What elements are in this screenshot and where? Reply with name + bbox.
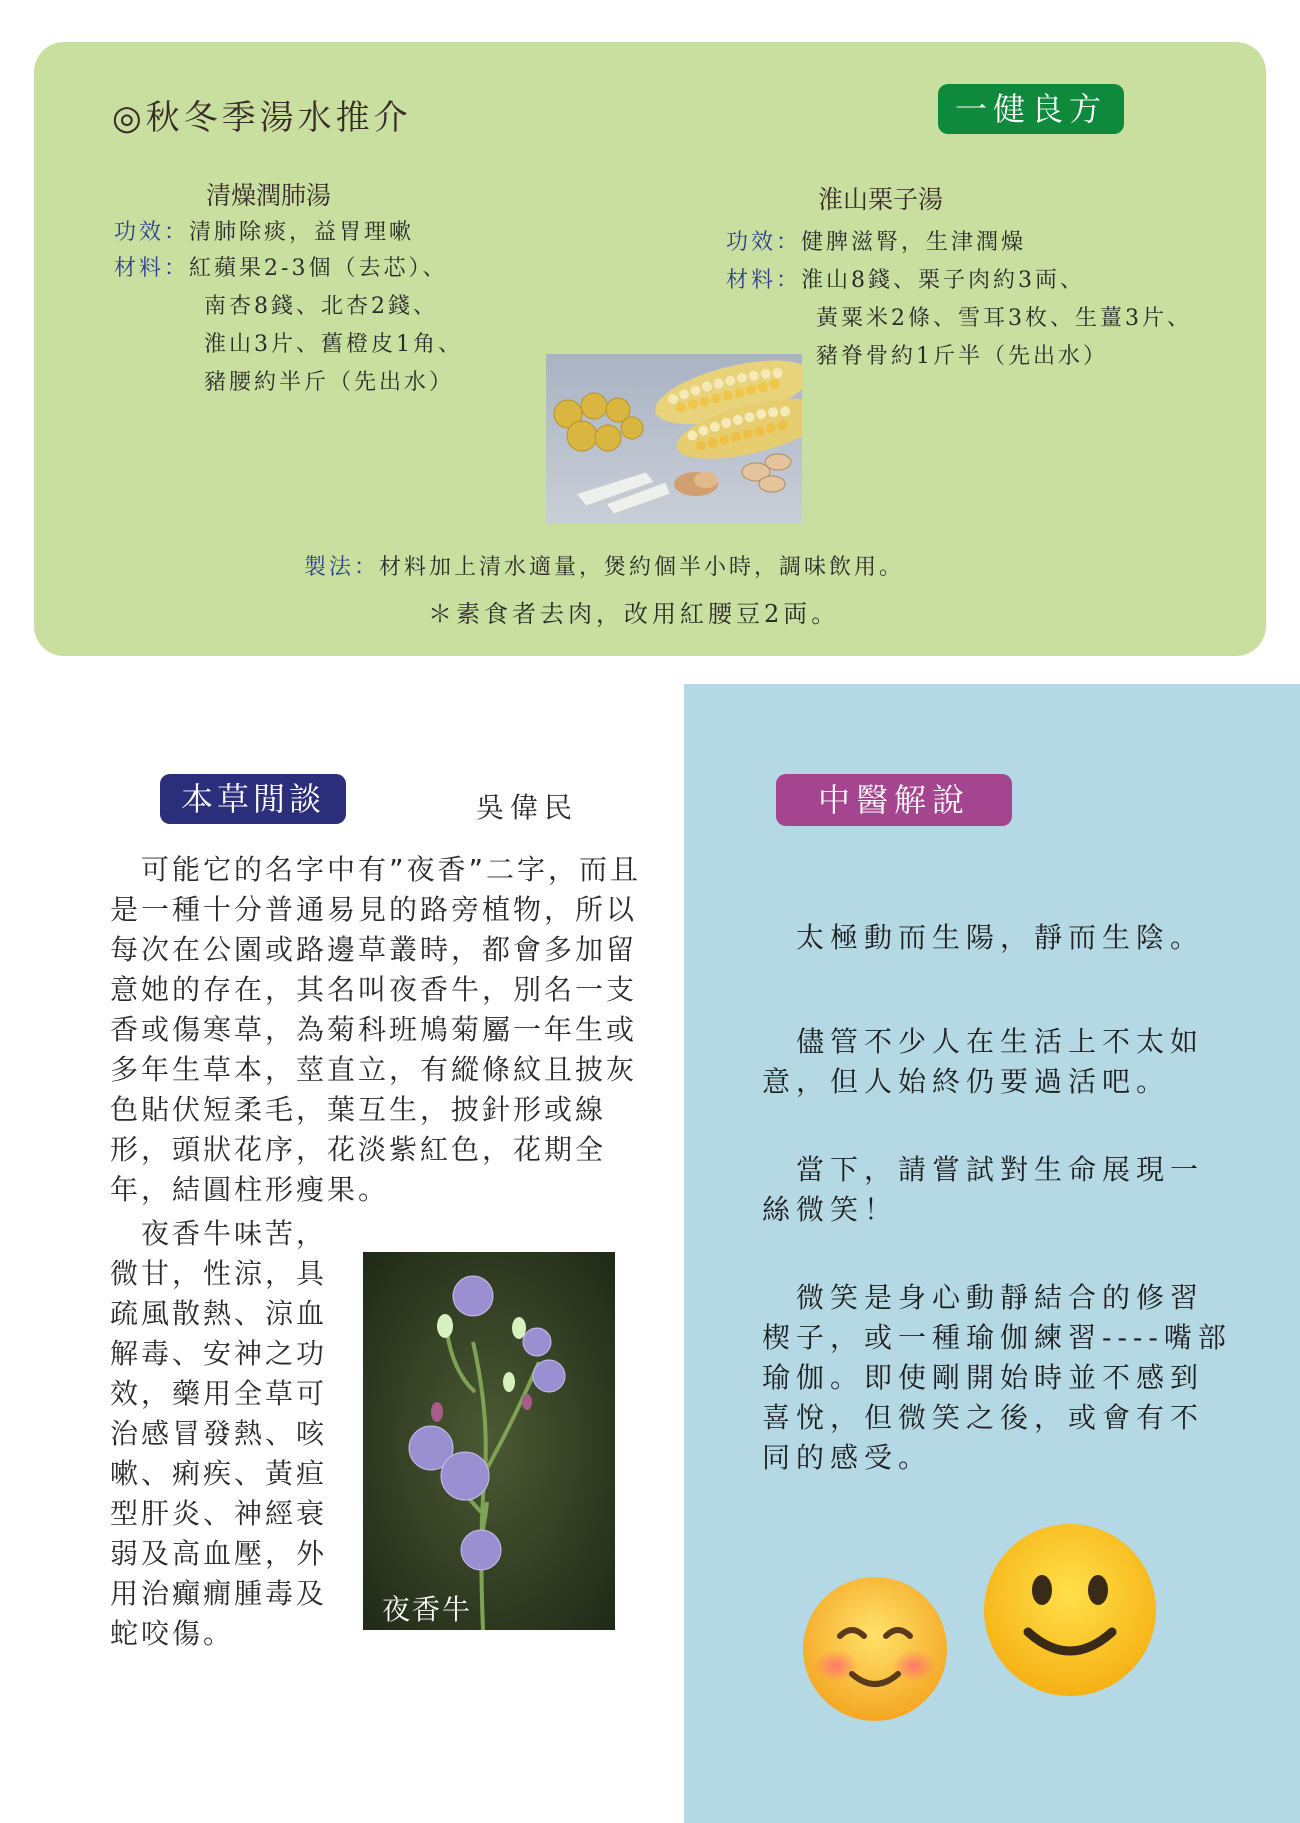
text-line: 蛇咬傷。 [110,1617,235,1650]
text-line: 楔子，或一種瑜伽練習----嘴部 [762,1321,1232,1354]
text-line: 是一種十分普通易見的路旁植物，所以 [110,893,638,926]
tcm-paragraph-4 [762,1278,1232,1478]
text-line: 意，但人始終仍要過活吧。 [762,1065,1171,1098]
text-line: 多年生草本，莖直立，有縱條紋且披灰 [110,1053,638,1086]
text-line: 色貼伏短柔毛，葉互生，披針形或線 [110,1093,607,1126]
text-line: 同的感受。 [762,1441,933,1474]
ironweed-flower-photo [363,1252,615,1630]
material-line: 黃粟米2條、雪耳3枚、生薑3片、 [816,306,1192,331]
text-line: 每次在公園或路邊草叢時，都會多加留 [110,933,638,966]
vegetarian-note: ＊素食者去肉，改用紅腰豆2両。 [428,600,840,628]
left-recipe-materials [114,250,463,402]
effect-label: 功效： [114,220,190,245]
text-line: 疏風散熱、涼血 [110,1297,328,1330]
method-line [304,550,904,581]
material-line: 豬腰約半斤（先出水） [204,370,455,395]
text-line: 可能它的名字中有”夜香”二字，而且 [110,853,642,886]
method-label: 製法： [304,555,380,580]
blushing-smile-icon [800,1574,950,1728]
text-line: 效，藥用全草可 [110,1377,328,1410]
tcm-paragraph-1 [762,918,1204,958]
material-line: 紅蘋果2-3個（去芯）、 [189,256,448,281]
text-line: 夜香牛味苦， [110,1217,328,1250]
text-line: 絲微笑！ [762,1193,899,1226]
material-line: 豬脊骨約1斤半（先出水） [816,344,1108,369]
flower-photo-caption: 夜香牛 [382,1593,473,1626]
text-line: 形，頭狀花序，花淡紫紅色，花期全 [110,1133,607,1166]
soup-ingredients-photo [546,354,802,524]
tcm-badge: 中醫解說 [776,774,1012,826]
text-line: 喜悅，但微笑之後，或會有不 [762,1401,1205,1434]
text-line: 弱及高血壓，外 [110,1537,328,1570]
effect-label: 功效： [726,230,802,255]
text-line: 瑜伽。即使剛開始時並不感到 [762,1361,1205,1394]
text-line: 儘管不少人在生活上不太如 [762,1025,1205,1058]
herb-paragraph-1 [110,850,650,1210]
text-line: 用治癲癇腫毒及 [110,1577,328,1610]
text-line: 香或傷寒草，為菊科班鳩菊屬一年生或 [110,1013,638,1046]
material-line: 淮山3片、舊橙皮1角、 [204,332,463,357]
effect-text: 健脾滋腎，生津潤燥 [801,230,1027,255]
text-line: 年，結圓柱形瘦果。 [110,1173,390,1206]
author-name: 吳偉民 [476,791,579,824]
text-line: 意她的存在，其名叫夜香牛，別名一支 [110,973,638,1006]
text-line: 微笑是身心動靜結合的修習 [762,1281,1205,1314]
text-line: 型肝炎、神經衰 [110,1497,328,1530]
text-line: 太極動而生陽，靜而生陰。 [762,921,1205,954]
material-label: 材料： [726,268,802,293]
right-recipe-title: 淮山栗子湯 [818,185,944,214]
effect-text: 清肺除痰，益胃理嗽 [189,220,415,245]
text-line: 解毒、安神之功 [110,1337,328,1370]
left-recipe-effect [114,214,414,252]
material-line: 南杏8錢、北杏2錢、 [204,294,438,319]
text-line: 微甘，性涼，具 [110,1257,328,1290]
text-line: 嗽、痢疾、黃疸 [110,1457,328,1490]
method-text: 材料加上清水適量，煲約個半小時，調味飲用。 [379,555,905,580]
tcm-paragraph-3 [762,1150,1204,1230]
right-recipe-effect [726,224,1026,262]
health-badge: 一健良方 [938,84,1124,134]
text-line: 當下，請嘗試對生命展現一 [762,1153,1205,1186]
herb-talk-badge: 本草閒談 [160,774,346,824]
tcm-paragraph-2 [762,1022,1204,1102]
herb-paragraph-2 [110,1214,350,1654]
soup-heading: ◎秋冬季湯水推介 [112,98,412,138]
slight-smile-icon [980,1520,1160,1704]
left-recipe-title: 清燥潤肺湯 [206,181,332,210]
text-line: 治感冒發熱、咳 [110,1417,328,1450]
material-label: 材料： [114,256,190,281]
material-line: 淮山8錢、栗子肉約3両、 [801,268,1086,293]
